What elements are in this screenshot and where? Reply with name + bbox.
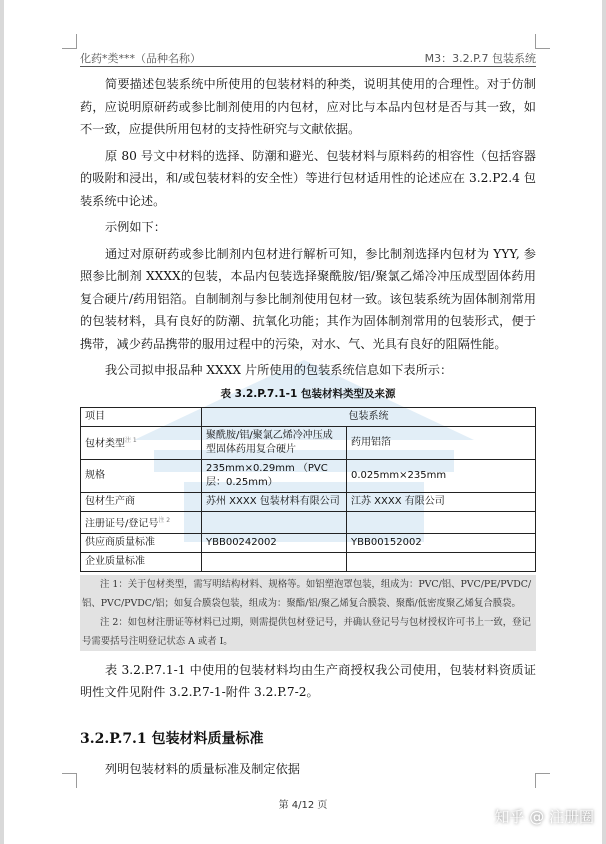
cell-system-a: 235mm×0.29mm （PVC 层：0.25mm） (202, 459, 347, 492)
table-row (81, 459, 536, 492)
table-row (81, 511, 536, 533)
table-row (81, 533, 536, 552)
cell-system-a: YBB00242002 (202, 533, 347, 552)
header-product-name: 化药*类***（品种名称） (80, 52, 201, 65)
row-label: 企业质量标准 (81, 552, 202, 571)
crop-mark-top-right (535, 34, 550, 49)
paragraph-closing: 表 3.2.P.7.1-1 中使用的包装材料均由生产商授权我公司使用，包装材料资质证明性文件见附件 3.2.P.7-1-附件 3.2.P.7-2。 (80, 662, 536, 700)
cell-system-b: YBB00152002 (347, 533, 536, 552)
packaging-table (80, 407, 536, 572)
cell-system-a (202, 511, 347, 533)
page-number: 第 4/12 页 (278, 800, 328, 811)
cell-system-b (347, 552, 536, 571)
cell-system-b: 0.025mm×235mm (347, 459, 536, 492)
section-body: 列明包装材料的质量标准及制定依据 (105, 761, 300, 776)
cell-system-b: 药用铝箔 (347, 426, 536, 459)
table-row (81, 492, 536, 511)
cell-system-a: 苏州 XXXX 包装材料有限公司 (202, 492, 347, 511)
row-label: 注册证号/登记号$^{注 2}$ (81, 511, 202, 533)
table-header-row (81, 407, 536, 426)
header-module-title: M3：3.2.P.7 包装系统 (424, 52, 536, 65)
crop-mark-bottom-left (62, 773, 77, 788)
page-header (80, 48, 536, 67)
page-content (80, 73, 536, 784)
cell-system-a: 聚酰胺/铝/聚氯乙烯冷冲压成型固体药用复合硬片 (202, 426, 347, 459)
paragraph-intro: 简要描述包装系统中所使用的包装材料的种类，说明其使用的合理性。对于仿制药，应说明原研药或参比制剂使用的内包材，应对比与本品内包材是否与其一致，如不一致，应提供所用包材的支持性研究与文献依据。 (80, 77, 536, 136)
paragraph-example-label: 示例如下： (105, 220, 166, 234)
table-note-1: 注 1：关于包材类型，需写明结构材料、规格等。如铝塑泡罩包装，组成为：PVC/铝、PVC/PE/PVDC/铝、PVC/PVDC/铝；如复合膜袋包装，组成为：聚酯/铝/聚乙烯复合膜袋、聚酯/低密度聚乙烯复合膜袋。 (80, 575, 536, 613)
cell-system-b (347, 511, 536, 533)
crop-mark-top-left (62, 34, 77, 49)
table-note-2: 注 2：如包材注册证等材料已过期，则需提供包材登记号，并确认登记号与包材授权许可书上一致，登记号需要括号注明登记状态 A 或者 I。 (80, 613, 536, 651)
site-watermark: 知乎 @ 注册圈 (494, 808, 594, 826)
row-label: 供应商质量标准 (81, 533, 202, 552)
row-label: 包材类型$^{注 1}$ (81, 426, 202, 459)
table-row (81, 426, 536, 459)
header-system: 包装系统 (202, 407, 536, 426)
section-heading: 3.2.P.7.1 包装材料质量标准 (80, 730, 264, 747)
row-label: 包材生产商 (81, 492, 202, 511)
cell-system-b: 江苏 XXXX 有限公司 (347, 492, 536, 511)
header-item: 项目 (81, 407, 202, 426)
table-caption: 表 3.2.P.7.1-1 包装材料类型及来源 (220, 387, 396, 400)
document-page (4, 0, 602, 844)
row-label: 规格 (81, 459, 202, 492)
table-row (81, 552, 536, 571)
paragraph-table-intro: 我公司拟申报品种 XXXX 片所使用的包装系统信息如下表所示： (105, 363, 453, 377)
paragraph-suitability: 原 80 号文中材料的选择、防潮和避光、包装材料与原料药的相容性（包括容器的吸附和浸出，和/或包装材料的安全性）等进行包材适用性的论述应在 3.2.P2.4 包装系统中论述。 (80, 148, 536, 208)
crop-mark-bottom-right (535, 773, 550, 788)
paragraph-example: 通过对原研药或参比制剂内包材进行解析可知，参比制剂选择内包材为 YYY, 参照参比制剂 XXXX的包装，本品内包装选择聚酰胺/铝/聚氯乙烯冷冲压成型固体药用复合硬片/药用铝箔。自制制剂与参比制剂使用包材一致。该包装系统为固体制剂常用的包装材料，具有良好的防潮、抗氧化功能；其作为固体制剂常用的包装形式，便于携带，减少药品携带的服用过程中的污染，对水、气、光具有良好的阻隔性能。 (80, 246, 536, 351)
cell-system-a (202, 552, 347, 571)
